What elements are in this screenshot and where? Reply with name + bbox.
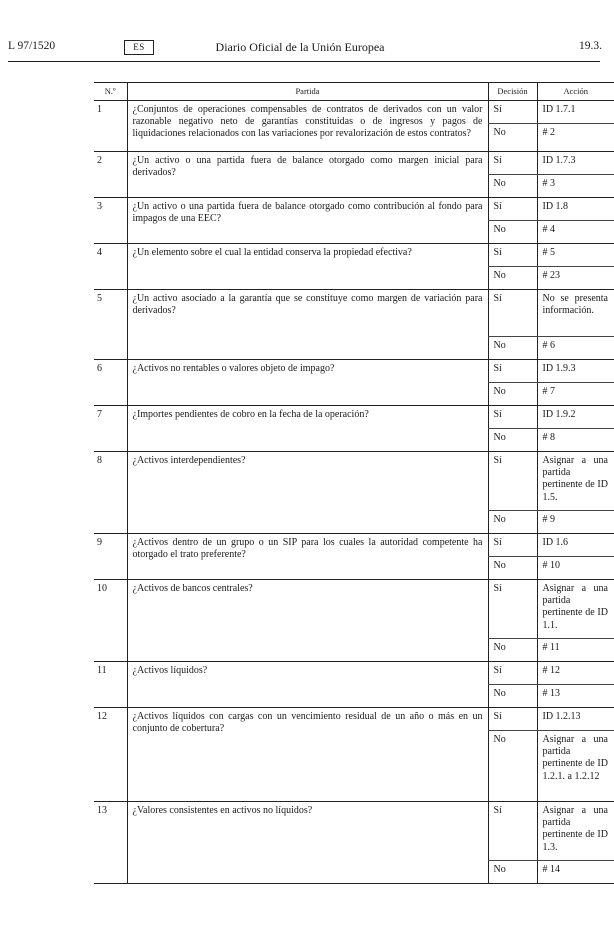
row-number: 8 [94, 452, 127, 534]
row-number: 9 [94, 534, 127, 580]
decision-yes: Sí [488, 360, 537, 383]
row-item-text: ¿Un activo o una partida fuera de balance otorgado como contribución al fondo para impagos de una EEC? [127, 198, 488, 244]
action-yes: ID 1.6 [537, 534, 614, 557]
decision-yes: Sí [488, 802, 537, 861]
action-yes: ID 1.2.13 [537, 708, 614, 731]
table-row [94, 708, 614, 731]
column-header-action: Acción [537, 83, 614, 101]
action-no: # 2 [537, 124, 614, 152]
row-item-text: ¿Activos de bancos centrales? [127, 580, 488, 662]
decision-no: No [488, 557, 537, 580]
action-yes: Asignar a una partida pertinente de ID 1.1. [537, 580, 614, 639]
action-no: # 13 [537, 685, 614, 708]
table-row [94, 802, 614, 861]
decision-no: No [488, 731, 537, 802]
column-header-item: Partida [127, 83, 488, 101]
table-header-row [94, 83, 614, 101]
table-row [94, 101, 614, 124]
table-row [94, 244, 614, 267]
action-yes: No se presenta información. [537, 290, 614, 337]
row-number: 2 [94, 152, 127, 198]
action-no: # 7 [537, 383, 614, 406]
row-number: 1 [94, 101, 127, 152]
table-row [94, 152, 614, 175]
row-number: 11 [94, 662, 127, 708]
column-header-number: N.º [94, 83, 127, 101]
decision-yes: Sí [488, 198, 537, 221]
journal-title: Diario Oficial de la Unión Europea [215, 40, 385, 54]
journal-reference: L 97/1520 [8, 40, 56, 52]
row-item-text: ¿Activos líquidos con cargas con un vencimiento residual de un año o más en un conjunto de cobertura? [127, 708, 488, 802]
table-body [94, 101, 614, 884]
decision-yes: Sí [488, 708, 537, 731]
table-row [94, 452, 614, 511]
row-number: 5 [94, 290, 127, 360]
action-yes: Asignar a una partida pertinente de ID 1.3. [537, 802, 614, 861]
action-no: # 4 [537, 221, 614, 244]
action-no: # 10 [537, 557, 614, 580]
row-number: 7 [94, 406, 127, 452]
action-no: # 23 [537, 267, 614, 290]
decision-no: No [488, 337, 537, 360]
table-row [94, 360, 614, 383]
language-badge: ES [124, 40, 154, 55]
decision-yes: Sí [488, 406, 537, 429]
table-row [94, 580, 614, 639]
action-yes: ID 1.9.2 [537, 406, 614, 429]
table-row [94, 290, 614, 337]
decision-yes: Sí [488, 534, 537, 557]
decision-table [94, 82, 614, 884]
header-rule [8, 61, 600, 62]
decision-no: No [488, 175, 537, 198]
row-item-text: ¿Un activo o una partida fuera de balance otorgado como margen inicial para derivados? [127, 152, 488, 198]
decision-no: No [488, 383, 537, 406]
action-no: # 3 [537, 175, 614, 198]
row-item-text: ¿Activos no rentables o valores objeto de impago? [127, 360, 488, 406]
column-header-decision: Decisión [488, 83, 537, 101]
action-no: # 11 [537, 639, 614, 662]
row-number: 6 [94, 360, 127, 406]
decision-no: No [488, 511, 537, 534]
action-no: # 9 [537, 511, 614, 534]
row-item-text: ¿Un activo asociado a la garantía que se constituye como margen de variación para derivados? [127, 290, 488, 360]
table-row [94, 198, 614, 221]
decision-yes: Sí [488, 101, 537, 124]
row-item-text: ¿Conjuntos de operaciones compensables de contratos de derivados con un valor razonable negativo neto de garantías constituidas o de ingresos y pagos de liquidaciones relacionados con las variaciones por revalorización de estos contratos? [127, 101, 488, 152]
action-no: # 8 [537, 429, 614, 452]
action-yes: Asignar a una partida pertinente de ID 1.5. [537, 452, 614, 511]
row-item-text: ¿Activos líquidos? [127, 662, 488, 708]
table-row [94, 534, 614, 557]
row-item-text: ¿Importes pendientes de cobro en la fecha de la operación? [127, 406, 488, 452]
decision-yes: Sí [488, 244, 537, 267]
action-no: Asignar a una partida pertinente de ID 1.2.1. a 1.2.12 [537, 731, 614, 802]
decision-yes: Sí [488, 152, 537, 175]
row-number: 12 [94, 708, 127, 802]
action-yes: # 5 [537, 244, 614, 267]
action-yes: ID 1.7.1 [537, 101, 614, 124]
row-item-text: ¿Activos interdependientes? [127, 452, 488, 534]
row-number: 13 [94, 802, 127, 884]
table-row [94, 662, 614, 685]
action-yes: # 12 [537, 662, 614, 685]
decision-yes: Sí [488, 290, 537, 337]
decision-yes: Sí [488, 580, 537, 639]
row-item-text: ¿Valores consistentes en activos no líquidos? [127, 802, 488, 884]
row-number: 4 [94, 244, 127, 290]
decision-yes: Sí [488, 662, 537, 685]
decision-no: No [488, 861, 537, 884]
decision-no: No [488, 124, 537, 152]
row-number: 3 [94, 198, 127, 244]
publication-date: 19.3. [579, 40, 602, 52]
action-yes: ID 1.8 [537, 198, 614, 221]
row-item-text: ¿Activos dentro de un grupo o un SIP para los cuales la autoridad competente ha otorgado el trato preferente? [127, 534, 488, 580]
action-no: # 6 [537, 337, 614, 360]
decision-no: No [488, 429, 537, 452]
row-item-text: ¿Un elemento sobre el cual la entidad conserva la propiedad efectiva? [127, 244, 488, 290]
row-number: 10 [94, 580, 127, 662]
decision-no: No [488, 267, 537, 290]
table-row [94, 406, 614, 429]
decision-no: No [488, 221, 537, 244]
action-yes: ID 1.9.3 [537, 360, 614, 383]
action-yes: ID 1.7.3 [537, 152, 614, 175]
decision-no: No [488, 639, 537, 662]
decision-no: No [488, 685, 537, 708]
page-header [0, 0, 600, 62]
action-no: # 14 [537, 861, 614, 884]
decision-yes: Sí [488, 452, 537, 511]
